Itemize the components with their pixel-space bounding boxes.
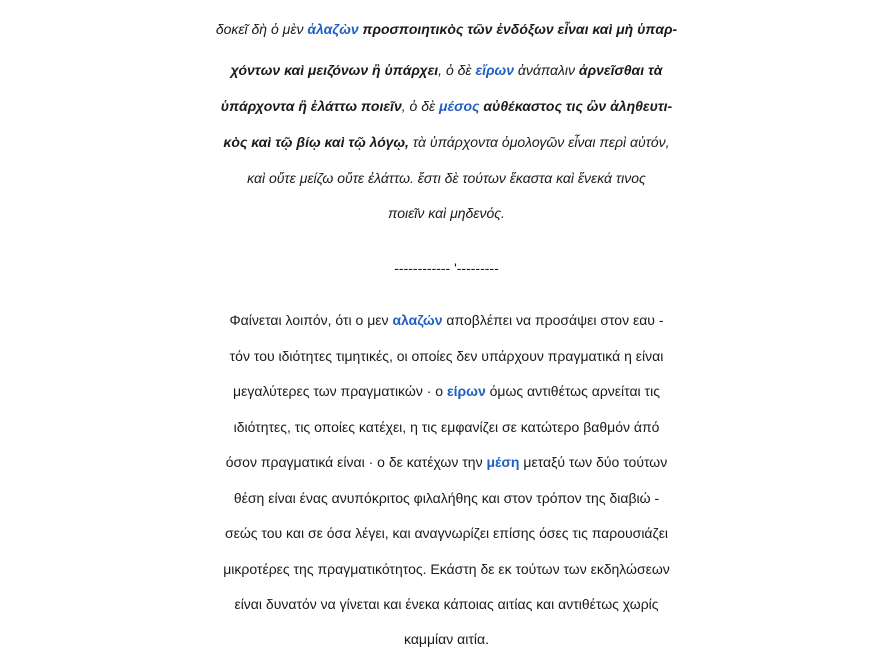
ancient-text-bold: προσποιητικὸς τῶν ἐνδόξων εἶναι καὶ μὴ ὑπαρ- — [358, 21, 678, 37]
modern-line-3 — [0, 374, 893, 408]
modern-text: αποβλέπει να προσάψει στον εαυ - — [442, 312, 664, 328]
modern-text: είναι δυνατόν να γίνεται και ένεκα κάποιας αιτίας και αντιθέτως χωρίς — [234, 596, 659, 612]
ancient-line-5 — [0, 161, 893, 195]
modern-line-9 — [0, 587, 893, 621]
ancient-text: δοκεῖ δὴ ὁ μὲν — [215, 21, 308, 37]
keyword-eiron: εἴρων — [475, 62, 514, 78]
modern-line-8 — [0, 552, 893, 586]
modern-text: Φαίνεται λοιπόν, ότι ο μεν — [229, 312, 393, 328]
modern-line-5 — [0, 445, 893, 479]
keyword-eiron-modern: είρων — [446, 383, 486, 399]
modern-text: μεταξύ των δύο τούτων — [519, 454, 668, 470]
ancient-text-bold: ὑπάρχοντα ἢ ἐλάττω ποιεῖν — [220, 98, 402, 114]
keyword-mesos: μέσος — [439, 98, 480, 114]
modern-text: σεώς του και σε όσα λέγει, και αναγνωρίζει επίσης όσες τις παρουσιάζει — [224, 525, 669, 541]
ancient-text-bold: χόντων καὶ μειζόνων ἢ ὑπάρχει — [230, 62, 439, 78]
modern-line-2 — [0, 339, 893, 373]
ancient-text: ἀνάπαλιν — [514, 62, 579, 78]
ancient-line-1 — [0, 12, 893, 46]
modern-text: τόν του ιδιότητες τιμητικές, οι οποίες δεν υπάρχουν πραγματικά η είναι — [229, 348, 664, 364]
keyword-alazon: ἀλαζὼν — [307, 21, 359, 37]
ancient-line-2 — [0, 53, 893, 87]
section-divider: ------------ '--------- — [394, 260, 499, 276]
ancient-text-bold: κὸς καὶ τῷ βίῳ καὶ τῷ λόγῳ, — [223, 134, 409, 150]
ancient-line-4 — [0, 125, 893, 159]
modern-line-10 — [0, 622, 893, 656]
keyword-mesi-modern: μέση — [486, 454, 520, 470]
ancient-text: καὶ οὔτε μείζω οὔτε ἐλάττω. ἔστι δὲ τούτων ἕκαστα καὶ ἕνεκά τινος — [247, 170, 646, 186]
keyword-alazon-modern: αλαζών — [392, 312, 443, 328]
modern-line-7 — [0, 516, 893, 550]
modern-text: μεγαλύτερες των πραγματικών · ο — [233, 383, 447, 399]
modern-text: καμμίαν αιτία. — [404, 631, 489, 647]
ancient-text-bold: ἀρνεῖσθαι τὰ — [578, 62, 663, 78]
modern-line-1 — [0, 303, 893, 337]
modern-text: όμως αντιθέτως αρνείται τις — [485, 383, 660, 399]
modern-text: όσον πραγματικά είναι · ο δε κατέχων την — [225, 454, 487, 470]
ancient-text: , ὁ δὲ — [401, 98, 440, 114]
ancient-line-3 — [0, 89, 893, 123]
ancient-line-6 — [0, 196, 893, 230]
modern-text: ιδιότητες, τις οποίες κατέχει, η τις εμφανίζει σε κατώτερο βαθμόν άπό — [233, 419, 660, 435]
modern-text: μικροτέρες της πραγματικότητος. Εκάστη δε εκ τούτων των εκδηλώσεων — [223, 561, 670, 577]
ancient-text: , ὁ δὲ — [438, 62, 476, 78]
modern-text: θέση είναι ένας ανυπόκριτος φιλαλήθης και στον τρόπον της διαβιώ - — [233, 490, 660, 506]
ancient-text: ποιεῖν καὶ μηδενός. — [388, 205, 505, 221]
ancient-text: τὰ ὑπάρχοντα ὁμολογῶν εἶναι περὶ αὑτόν, — [408, 134, 670, 150]
modern-line-4 — [0, 410, 893, 444]
modern-line-6 — [0, 481, 893, 515]
ancient-text-bold: αὐθέκαστος τις ὢν ἀληθευτι- — [479, 98, 673, 114]
